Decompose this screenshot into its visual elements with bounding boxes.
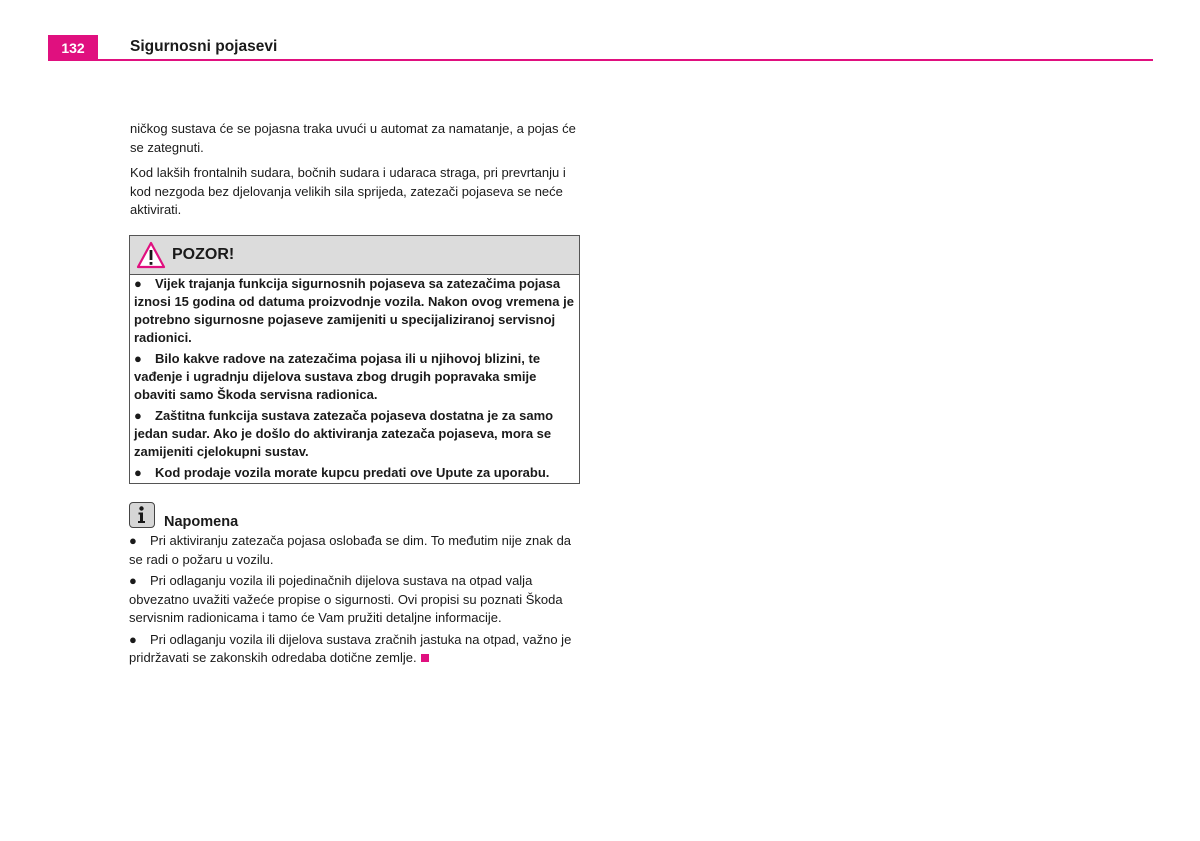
warning-item — [134, 407, 575, 461]
warning-item — [134, 350, 575, 404]
paragraph-2 — [130, 164, 580, 220]
paragraph-1 — [130, 120, 580, 157]
paragraph-text: ničkog sustava će se pojasna traka uvući u automat za namatanje, a pojas će se zategnuti. — [130, 121, 576, 155]
info-icon — [129, 502, 155, 528]
warning-triangle-icon — [136, 241, 166, 274]
warning-header — [130, 236, 579, 275]
note-header — [129, 502, 581, 532]
warning-item-text: Kod prodaje vozila morate kupcu predati ove Upute za uporabu. — [155, 465, 550, 480]
bullet-icon: ● — [129, 533, 137, 548]
header-divider — [48, 59, 1153, 61]
warning-item-text: Vijek trajanja funkcija sigurnosnih pojaseva sa zatezačima pojasa iznosi 15 godina od datuma proizvodnje vozila. Nakon ovog vremena je potrebno sigurnosne pojaseve zamijeniti u specijaliziranoj servisnoj radionici. — [134, 276, 574, 345]
page-header-title: Sigurnosni pojasevi — [130, 38, 278, 55]
note-list — [129, 532, 581, 668]
note-item-text: Pri odlaganju vozila ili pojedinačnih dijelova sustava na otpad valja obvezatno uvažiti važeće propise o sigurnosti. Ovi propisi su poznati Škoda servisnim radionicama i tamo će Vam pružiti detaljne informacije. — [129, 573, 563, 625]
bullet-icon: ● — [134, 276, 142, 291]
warning-item-text: Bilo kakve radove na zatezačima pojasa ili u njihovoj blizini, te vađenje i ugradnju dijelova sustava zbog drugih popravaka smije obaviti samo Škoda servisna radionica. — [134, 351, 541, 402]
warning-item — [134, 275, 575, 347]
bullet-icon: ● — [129, 573, 137, 588]
bullet-icon: ● — [129, 631, 137, 647]
note-section — [129, 502, 581, 668]
warning-item — [134, 464, 575, 482]
note-item — [129, 572, 581, 628]
bullet-icon: ● — [134, 408, 142, 423]
paragraph-text: Kod lakših frontalnih sudara, bočnih sudara i udaraca straga, pri prevrtanju i kod nezgoda bez djelovanja velikih sila sprijeda, zatezači pojaseva se neće aktivirati. — [130, 165, 566, 217]
note-item-text: Pri odlaganju vozila ili dijelova sustava zračnih jastuka na otpad, važno je pridržavati se zakonskih odredaba dotične zemlje. — [129, 631, 572, 665]
warning-item-text: Zaštitna funkcija sustava zatezača pojaseva dostatna je za samo jedan sudar. Ako je došlo do aktiviranja zatezača pojaseva, mora se zamijeniti cjelokupni sustav. — [134, 408, 554, 459]
warning-list — [130, 275, 579, 483]
note-item-text: Pri aktiviranju zatezača pojasa oslobađa se dim. To međutim nije znak da se radi o požaru u vozilu. — [129, 533, 572, 567]
bullet-icon: ● — [134, 351, 142, 366]
note-item — [129, 532, 581, 569]
bullet-icon: ● — [134, 465, 142, 480]
page-number: 132 — [48, 35, 98, 61]
note-title: Napomena — [164, 514, 239, 530]
note-item — [129, 631, 581, 668]
warning-title: POZOR! — [172, 246, 235, 263]
warning-box — [129, 235, 580, 484]
end-of-section-marker — [421, 654, 429, 662]
